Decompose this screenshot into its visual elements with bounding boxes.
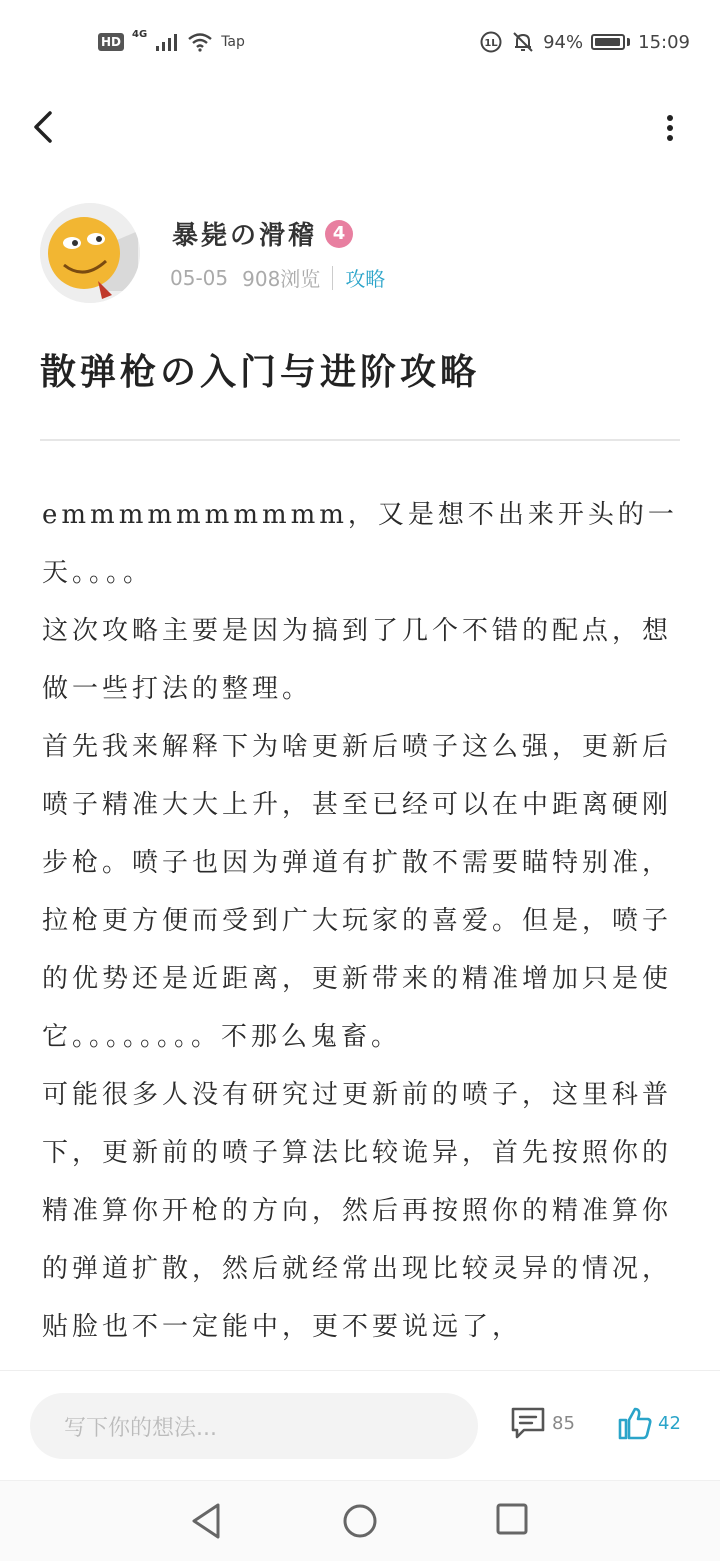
post-date: 05-05 bbox=[170, 265, 229, 290]
paragraph-4: 可能很多人没有研究过更新前的喷子，这里科普下，更新前的喷子算法比较诡异，首先按照你的精准算你开枪的方向，然后再按照你的精准算你的弹道扩散，然后就经常出现比较灵异的情况，贴脸也不一定能中，更不要说远了， bbox=[42, 1080, 673, 1342]
battery-icon bbox=[591, 34, 625, 50]
data-saver-icon bbox=[479, 30, 503, 54]
smiley-avatar-icon bbox=[40, 203, 140, 303]
battery-percent: 94% bbox=[543, 31, 584, 53]
author-name-row bbox=[172, 215, 353, 252]
category-tag[interactable]: 攻略 bbox=[345, 267, 386, 291]
top-nav bbox=[0, 95, 720, 161]
circle-home-icon bbox=[342, 1503, 378, 1539]
wifi-icon bbox=[187, 32, 213, 52]
comment-count: 85 bbox=[552, 1412, 575, 1434]
post-meta bbox=[170, 263, 385, 292]
paragraph-3: 首先我来解释下为啥更新后喷子这么强，更新后喷子精准大大上升，甚至已经可以在中距离硬刚步枪。喷子也因为弹道有扩散不需要瞄特别准，拉枪更方便而受到广大玩家的喜爱。但是，喷子的优势还是近距离，更新带来的精准增加只是使它。。。。。。。。不那么鬼畜。 bbox=[42, 732, 673, 1052]
comment-icon bbox=[510, 1406, 546, 1440]
network-type: 4G bbox=[132, 28, 148, 40]
like-count: 42 bbox=[658, 1412, 681, 1434]
avatar[interactable] bbox=[40, 203, 140, 303]
level-badge: 4 bbox=[325, 220, 353, 248]
back-button[interactable] bbox=[26, 105, 66, 149]
article-body bbox=[42, 486, 682, 1370]
status-left bbox=[98, 28, 245, 52]
comment-bar bbox=[0, 1370, 720, 1481]
triangle-back-icon bbox=[188, 1501, 224, 1541]
more-vertical-icon bbox=[660, 111, 680, 145]
square-recents-icon bbox=[496, 1503, 528, 1535]
battery-nub bbox=[627, 38, 630, 46]
author-header bbox=[40, 203, 680, 303]
more-options-button[interactable] bbox=[660, 111, 680, 145]
thumbs-up-icon bbox=[618, 1406, 652, 1440]
meta-divider bbox=[332, 266, 333, 290]
system-recents-button[interactable] bbox=[496, 1503, 528, 1535]
paragraph-1: emmmmmmmmmm，又是想不出来开头的一天。。。。 bbox=[42, 500, 678, 588]
hd-badge: HD bbox=[98, 33, 124, 51]
author-name[interactable]: 暴毙の滑稽 bbox=[172, 221, 318, 251]
signal-icon bbox=[155, 32, 179, 52]
system-nav-bar bbox=[0, 1480, 720, 1561]
view-count: 908浏览 bbox=[242, 267, 321, 291]
paragraph-2: 这次攻略主要是因为搞到了几个不错的配点，想做一些打法的整理。 bbox=[42, 616, 673, 704]
comment-button[interactable] bbox=[510, 1406, 575, 1440]
mute-bell-icon bbox=[511, 30, 535, 54]
svg-text:1L: 1L bbox=[484, 38, 498, 49]
like-button[interactable] bbox=[618, 1406, 681, 1440]
page-title: 散弹枪の入门与进阶攻略 bbox=[40, 351, 481, 393]
system-back-button[interactable] bbox=[188, 1501, 224, 1541]
status-right bbox=[479, 30, 690, 54]
chevron-left-icon bbox=[26, 105, 66, 149]
clock: 15:09 bbox=[638, 31, 690, 53]
title-divider bbox=[40, 439, 680, 441]
comment-input[interactable]: 写下你的想法... bbox=[30, 1393, 478, 1459]
system-home-button[interactable] bbox=[342, 1503, 378, 1539]
battery-fill bbox=[595, 38, 619, 46]
status-bar bbox=[0, 0, 720, 88]
status-extra-text: Tap bbox=[221, 34, 245, 50]
